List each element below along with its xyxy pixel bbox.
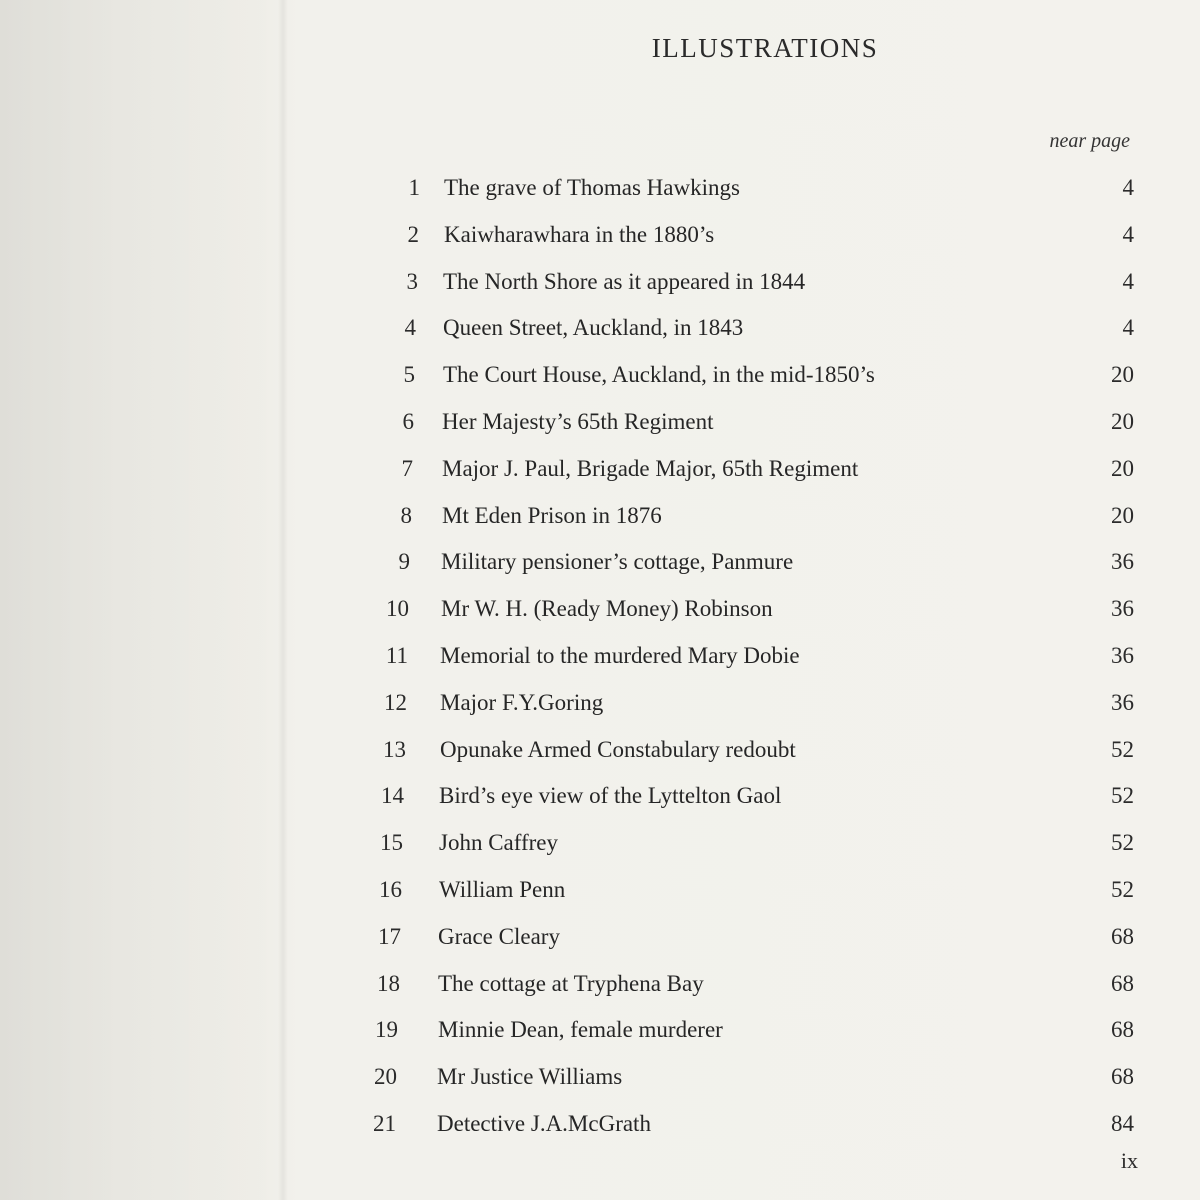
item-caption: Mt Eden Prison in 1876	[442, 502, 662, 528]
item-page-number: 36	[1111, 549, 1134, 575]
item-page-number: 36	[1111, 643, 1134, 668]
list-item	[0, 1106, 1200, 1142]
item-caption: The Court House, Auckland, in the mid-1850’s	[443, 362, 875, 388]
item-caption: John Caffrey	[439, 830, 559, 856]
item-number: 11	[385, 643, 408, 668]
item-number: 5	[403, 362, 415, 388]
item-caption: Bird’s eye view of the Lyttelton Gaol	[439, 783, 782, 809]
item-page-number: 4	[1122, 315, 1134, 341]
list-item	[0, 264, 1200, 300]
list-item	[0, 310, 1200, 346]
item-number: 17	[378, 923, 401, 949]
item-number: 19	[375, 1017, 398, 1043]
list-item	[0, 591, 1200, 627]
item-page-number: 20	[1111, 409, 1134, 434]
item-caption: Major F.Y.Goring	[440, 689, 604, 715]
item-caption: Mr W. H. (Ready Money) Robinson	[441, 596, 773, 622]
item-caption: Kaiwharawhara in the 1880’s	[444, 221, 715, 247]
item-page-number: 52	[1111, 783, 1134, 809]
item-page-number: 36	[1111, 596, 1134, 622]
item-caption: Opunake Armed Constabulary redoubt	[440, 736, 796, 762]
item-number: 15	[380, 830, 403, 856]
item-page-number: 68	[1111, 923, 1134, 949]
list-item	[0, 217, 1200, 253]
list-item	[0, 498, 1200, 534]
item-number: 2	[407, 221, 419, 247]
item-number: 20	[374, 1064, 397, 1090]
item-number: 1	[408, 175, 420, 200]
item-caption: Minnie Dean, female murderer	[438, 1017, 723, 1043]
item-caption: The grave of Thomas Hawkings	[444, 175, 740, 200]
item-caption: Memorial to the murdered Mary Dobie	[440, 643, 800, 668]
item-page-number: 52	[1111, 830, 1134, 856]
item-caption: Grace Cleary	[438, 923, 560, 949]
item-caption: William Penn	[439, 877, 566, 902]
item-number: 13	[383, 736, 406, 762]
item-page-number: 68	[1111, 970, 1134, 996]
item-number: 12	[384, 689, 407, 715]
list-item	[0, 778, 1200, 814]
item-number: 9	[398, 549, 410, 575]
item-caption: Mr Justice Williams	[437, 1064, 623, 1090]
list-item	[0, 404, 1200, 440]
list-item	[0, 451, 1200, 487]
item-page-number: 20	[1111, 362, 1134, 388]
item-number: 4	[404, 315, 416, 341]
item-page-number: 68	[1111, 1064, 1134, 1090]
list-item	[0, 638, 1200, 674]
item-number: 18	[377, 970, 400, 996]
item-page-number: 4	[1122, 268, 1134, 294]
list-item	[0, 685, 1200, 721]
item-number: 21	[373, 1111, 396, 1136]
item-caption: The North Shore as it appeared in 1844	[443, 268, 806, 294]
list-item	[0, 1059, 1200, 1095]
item-page-number: 4	[1122, 221, 1134, 247]
list-item	[0, 1012, 1200, 1048]
item-number: 3	[406, 268, 418, 294]
item-page-number: 84	[1111, 1111, 1134, 1136]
page-number: ix	[1120, 1148, 1138, 1173]
item-number: 8	[400, 502, 412, 528]
item-page-number: 68	[1111, 1017, 1134, 1043]
item-page-number: 36	[1111, 689, 1134, 715]
item-page-number: 20	[1111, 455, 1134, 481]
item-caption: Detective J.A.McGrath	[437, 1111, 651, 1136]
item-page-number: 52	[1111, 736, 1134, 762]
item-page-number: 4	[1122, 175, 1134, 200]
item-caption: Queen Street, Auckland, in 1843	[443, 315, 744, 341]
page-title: ILLUSTRATIONS	[651, 33, 879, 63]
item-caption: Major J. Paul, Brigade Major, 65th Regiment	[442, 455, 859, 481]
list-item	[0, 872, 1200, 908]
list-item	[0, 966, 1200, 1002]
page-column-label: near page	[1049, 130, 1130, 152]
item-caption: The cottage at Tryphena Bay	[438, 970, 704, 996]
list-item	[0, 919, 1200, 955]
item-number: 14	[381, 783, 404, 809]
list-item	[0, 732, 1200, 768]
list-item	[0, 357, 1200, 393]
item-number: 6	[402, 409, 414, 434]
item-number: 10	[386, 596, 409, 622]
item-number: 7	[401, 455, 413, 481]
item-page-number: 52	[1111, 877, 1134, 902]
list-item	[0, 170, 1200, 206]
item-page-number: 20	[1111, 502, 1134, 528]
list-item	[0, 544, 1200, 580]
item-caption: Her Majesty’s 65th Regiment	[442, 409, 714, 434]
item-number: 16	[379, 877, 402, 902]
list-item	[0, 825, 1200, 861]
item-caption: Military pensioner’s cottage, Panmure	[441, 549, 794, 575]
